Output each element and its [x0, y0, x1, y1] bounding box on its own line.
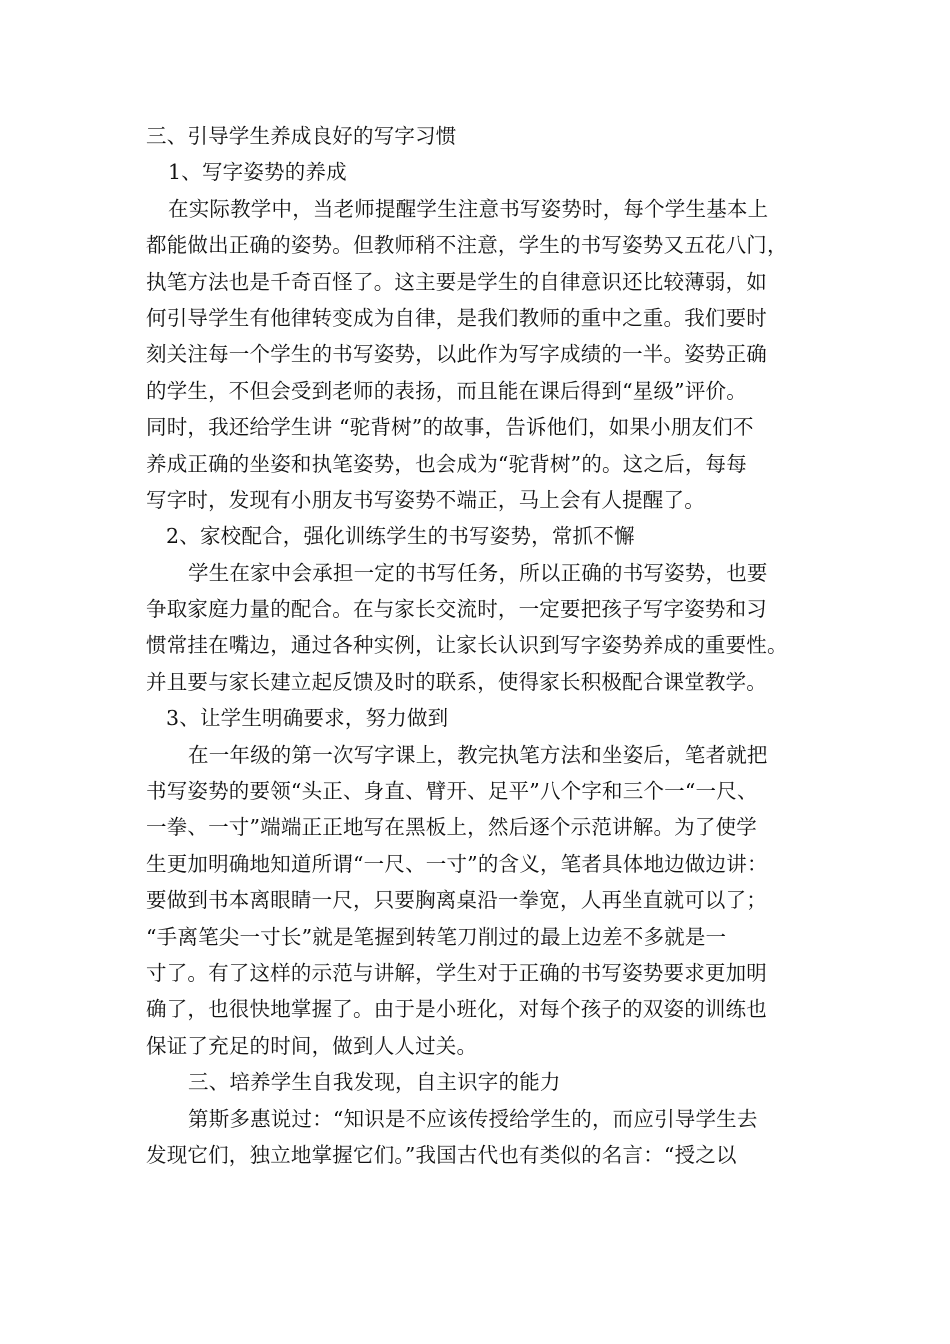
subsection-heading: 2、家校配合，强化训练学生的书写姿势，常抓不懈 — [166, 524, 635, 549]
paragraph-line: 在实际教学中，当老师提醒学生注意书写姿势时，每个学生基本上 — [168, 196, 769, 221]
subsection-heading: 1、写字姿势的养成 — [168, 160, 347, 185]
paragraph-line: 惯常挂在嘴边，通过各种实例，让家长认识到写字姿势养成的重要性。 — [146, 633, 788, 658]
paragraph-line: 一拳、一寸”端端正正地写在黑板上，然后逐个示范讲解。为了使学 — [146, 815, 757, 840]
paragraph-line: 寸了。有了这样的示范与讲解，学生对于正确的书写姿势要求更加明 — [146, 960, 767, 985]
paragraph-line: 写字时，发现有小朋友书写姿势不端正，马上会有人提醒了。 — [146, 487, 705, 512]
paragraph-line: 刻关注每一个学生的书写姿势，以此作为写字成绩的一半。姿势正确 — [146, 342, 767, 367]
paragraph-line: 养成正确的坐姿和执笔姿势，也会成为“驼背树”的。这之后，每每 — [146, 451, 747, 476]
paragraph-line: 都能做出正确的姿势。但教师稍不注意，学生的书写姿势又五花八门， — [146, 233, 788, 258]
paragraph-line: 何引导学生有他律转变成为自律，是我们教师的重中之重。我们要时 — [146, 305, 767, 330]
paragraph-line: 争取家庭力量的配合。在与家长交流时，一定要把孩子写字姿势和习 — [146, 597, 767, 622]
section-heading: 三、培养学生自我发现，自主识字的能力 — [188, 1070, 561, 1095]
paragraph-line: 在一年级的第一次写字课上，教完执笔方法和坐姿后，笔者就把 — [188, 742, 768, 767]
paragraph-line: “手离笔尖一寸长”就是笔握到转笔刀削过的最上边差不多就是一 — [146, 924, 727, 949]
paragraph-line: 学生在家中会承担一定的书写任务，所以正确的书写姿势，也要 — [188, 560, 768, 585]
paragraph-line: 第斯多惠说过：“知识是不应该传授给学生的，而应引导学生去 — [188, 1106, 758, 1131]
paragraph-line: 发现它们，独立地掌握它们。”我国古代也有类似的名言：“授之以 — [146, 1142, 737, 1167]
subsection-heading: 3、让学生明确要求，努力做到 — [166, 706, 449, 731]
paragraph-line: 并且要与家长建立起反馈及时的联系，使得家长积极配合课堂教学。 — [146, 669, 767, 694]
paragraph-line: 要做到书本离眼睛一尺，只要胸离桌沿一拳宽，人再坐直就可以了； — [146, 888, 767, 913]
paragraph-line: 执笔方法也是千奇百怪了。这主要是学生的自律意识还比较薄弱，如 — [146, 269, 767, 294]
paragraph-line: 同时，我还给学生讲 “驼背树”的故事，告诉他们，如果小朋友们不 — [146, 415, 754, 440]
paragraph-line: 生更加明确地知道所谓“一尺、一寸”的含义，笔者具体地边做边讲： — [146, 851, 768, 876]
paragraph-line: 保证了充足的时间，做到人人过关。 — [146, 1033, 478, 1058]
section-heading: 三、引导学生养成良好的写字习惯 — [146, 124, 457, 148]
paragraph-line: 确了，也很快地掌握了。由于是小班化，对每个孩子的双姿的训练也 — [146, 997, 767, 1022]
paragraph-line: 书写姿势的要领“头正、身直、臂开、足平”八个字和三个一“一尺、 — [146, 779, 758, 804]
paragraph-line: 的学生，不但会受到老师的表扬，而且能在课后得到“星级”评价。 — [146, 378, 747, 403]
document-body — [146, 118, 812, 1173]
